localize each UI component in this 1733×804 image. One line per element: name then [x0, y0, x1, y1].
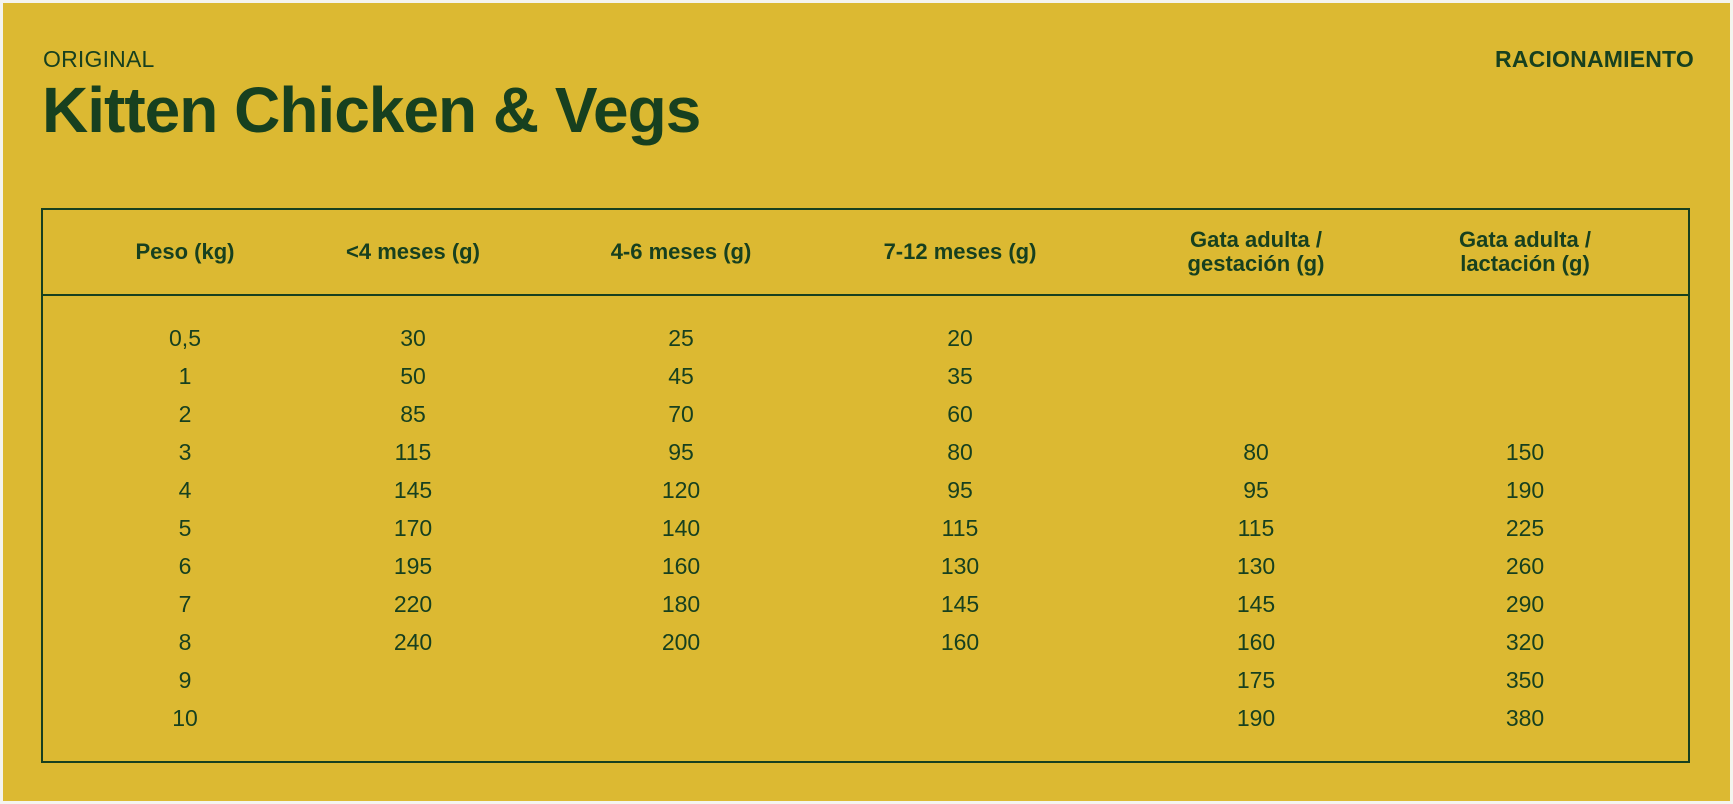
- table-cell: 35: [947, 363, 973, 389]
- table-cell: 200: [661, 629, 701, 655]
- column-header-gestation: [1171, 210, 1341, 294]
- table-cell: 60: [947, 401, 973, 427]
- table-cell: 0,5: [169, 325, 201, 351]
- table-row: [43, 547, 1688, 585]
- table-cell: 115: [394, 439, 432, 465]
- table-cell: 95: [947, 477, 973, 503]
- table-cell: 380: [1505, 705, 1545, 731]
- feeding-guide-panel: [3, 3, 1730, 801]
- table-cell: 6: [178, 553, 192, 579]
- table-cell: 80: [947, 439, 973, 465]
- product-line-label: ORIGINAL: [43, 46, 155, 72]
- table-cell: 30: [400, 325, 426, 351]
- table-cell: 20: [947, 325, 973, 351]
- table-cell: 140: [661, 515, 701, 541]
- column-header-gestation-text: Gata adulta / gestación (g): [1187, 227, 1325, 276]
- section-label: RACIONAMIENTO: [1495, 46, 1694, 72]
- table-cell: 25: [668, 325, 694, 351]
- column-header-4-6-months: 4-6 meses (g): [610, 239, 752, 264]
- table-cell: 160: [1236, 629, 1276, 655]
- table-cell: 7: [178, 591, 192, 617]
- table-row: [43, 433, 1688, 471]
- table-cell: 1: [178, 363, 192, 389]
- table-cell: 145: [940, 591, 980, 617]
- product-title: Kitten Chicken & Vegs: [42, 74, 701, 146]
- table-cell: 5: [178, 515, 192, 541]
- column-header-under-4-months: <4 meses (g): [346, 239, 480, 264]
- table-cell: 175: [1236, 667, 1276, 693]
- table-cell: 240: [393, 629, 433, 655]
- table-row: [43, 623, 1688, 661]
- table-cell: 290: [1505, 591, 1545, 617]
- table-cell: 115: [1237, 515, 1275, 541]
- table-cell: 70: [668, 401, 694, 427]
- table-row: [43, 471, 1688, 509]
- table-cell: 145: [1236, 591, 1276, 617]
- table-cell: 150: [1505, 439, 1545, 465]
- table-cell: 50: [400, 363, 426, 389]
- table-cell: 80: [1243, 439, 1269, 465]
- column-header-weight: Peso (kg): [135, 239, 235, 264]
- table-cell: 160: [940, 629, 980, 655]
- table-row: [43, 699, 1688, 737]
- table-cell: 180: [661, 591, 701, 617]
- table-cell: 195: [393, 553, 433, 579]
- table-cell: 3: [178, 439, 192, 465]
- table-cell: 160: [661, 553, 701, 579]
- table-body: [43, 319, 1688, 737]
- table-cell: 130: [1236, 553, 1276, 579]
- table-row: [43, 319, 1688, 357]
- table-cell: 115: [941, 515, 979, 541]
- table-cell: 9: [178, 667, 192, 693]
- table-cell: 8: [178, 629, 192, 655]
- table-cell: 95: [668, 439, 694, 465]
- table-cell: 130: [940, 553, 980, 579]
- table-row: [43, 357, 1688, 395]
- table-cell: 2: [178, 401, 192, 427]
- rationing-table: [41, 208, 1690, 763]
- table-cell: 45: [668, 363, 694, 389]
- table-header: [43, 210, 1688, 296]
- table-row: [43, 509, 1688, 547]
- table-row: [43, 395, 1688, 433]
- table-cell: 190: [1236, 705, 1276, 731]
- table-cell: 145: [393, 477, 433, 503]
- table-cell: 190: [1505, 477, 1545, 503]
- table-row: [43, 661, 1688, 699]
- table-cell: 95: [1243, 477, 1269, 503]
- column-header-lactation: [1440, 210, 1610, 294]
- table-cell: 170: [393, 515, 433, 541]
- table-cell: 120: [661, 477, 701, 503]
- column-header-lactation-text: Gata adulta / lactación (g): [1458, 227, 1592, 276]
- table-cell: 4: [178, 477, 192, 503]
- table-cell: 85: [400, 401, 426, 427]
- table-cell: 320: [1505, 629, 1545, 655]
- table-cell: 10: [172, 705, 198, 731]
- table-cell: 350: [1505, 667, 1545, 693]
- table-cell: 260: [1505, 553, 1545, 579]
- table-cell: 220: [393, 591, 433, 617]
- table-row: [43, 585, 1688, 623]
- table-cell: 225: [1505, 515, 1545, 541]
- column-header-7-12-months: 7-12 meses (g): [883, 239, 1037, 264]
